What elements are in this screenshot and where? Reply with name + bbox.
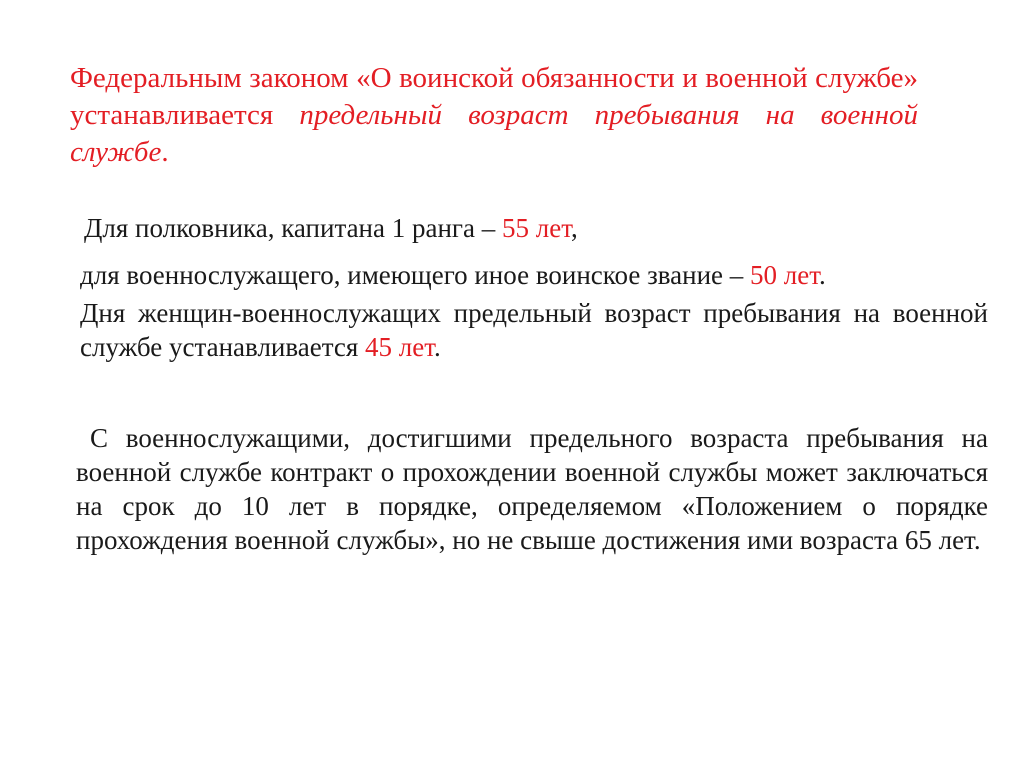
colonel-age-limit	[84, 211, 578, 245]
women-age-value: 45 лет	[365, 332, 434, 362]
intro-emphasis: предельный возраст пребывания на военной службе	[70, 99, 918, 168]
women-age-label: Дня женщин-военнослужащих предельный возраст пребывания на военной службе устанавливается	[80, 298, 988, 362]
other-ranks-age-limit	[80, 258, 826, 292]
intro-period: .	[161, 136, 169, 168]
women-age-end: .	[434, 332, 441, 362]
contract-paragraph: С военнослужащими, достигшими предельного возраста пребывания на военной службе контракт о прохождении военной службы может заключаться на срок до 10 лет в порядке, определяемом «Положением о порядке прохождения военной службы», но не свыше достижения ими возраста 65 лет.	[76, 423, 988, 555]
other-ranks-age-value: 50 лет	[750, 260, 819, 290]
colonel-age-label: Для полковника, капитана 1 ранга –	[84, 213, 502, 243]
other-ranks-age-end: .	[819, 260, 826, 290]
intro-text: Федеральным законом «О воинской обязанности и военной службе» устанавливается	[70, 62, 918, 131]
women-age-limit	[80, 296, 988, 364]
other-ranks-age-label: для военнослужащего, имеющего иное воинское звание –	[80, 260, 751, 290]
intro-paragraph	[70, 60, 918, 171]
colonel-age-end: ,	[570, 213, 578, 243]
colonel-age-value: 55 лет	[502, 213, 571, 243]
